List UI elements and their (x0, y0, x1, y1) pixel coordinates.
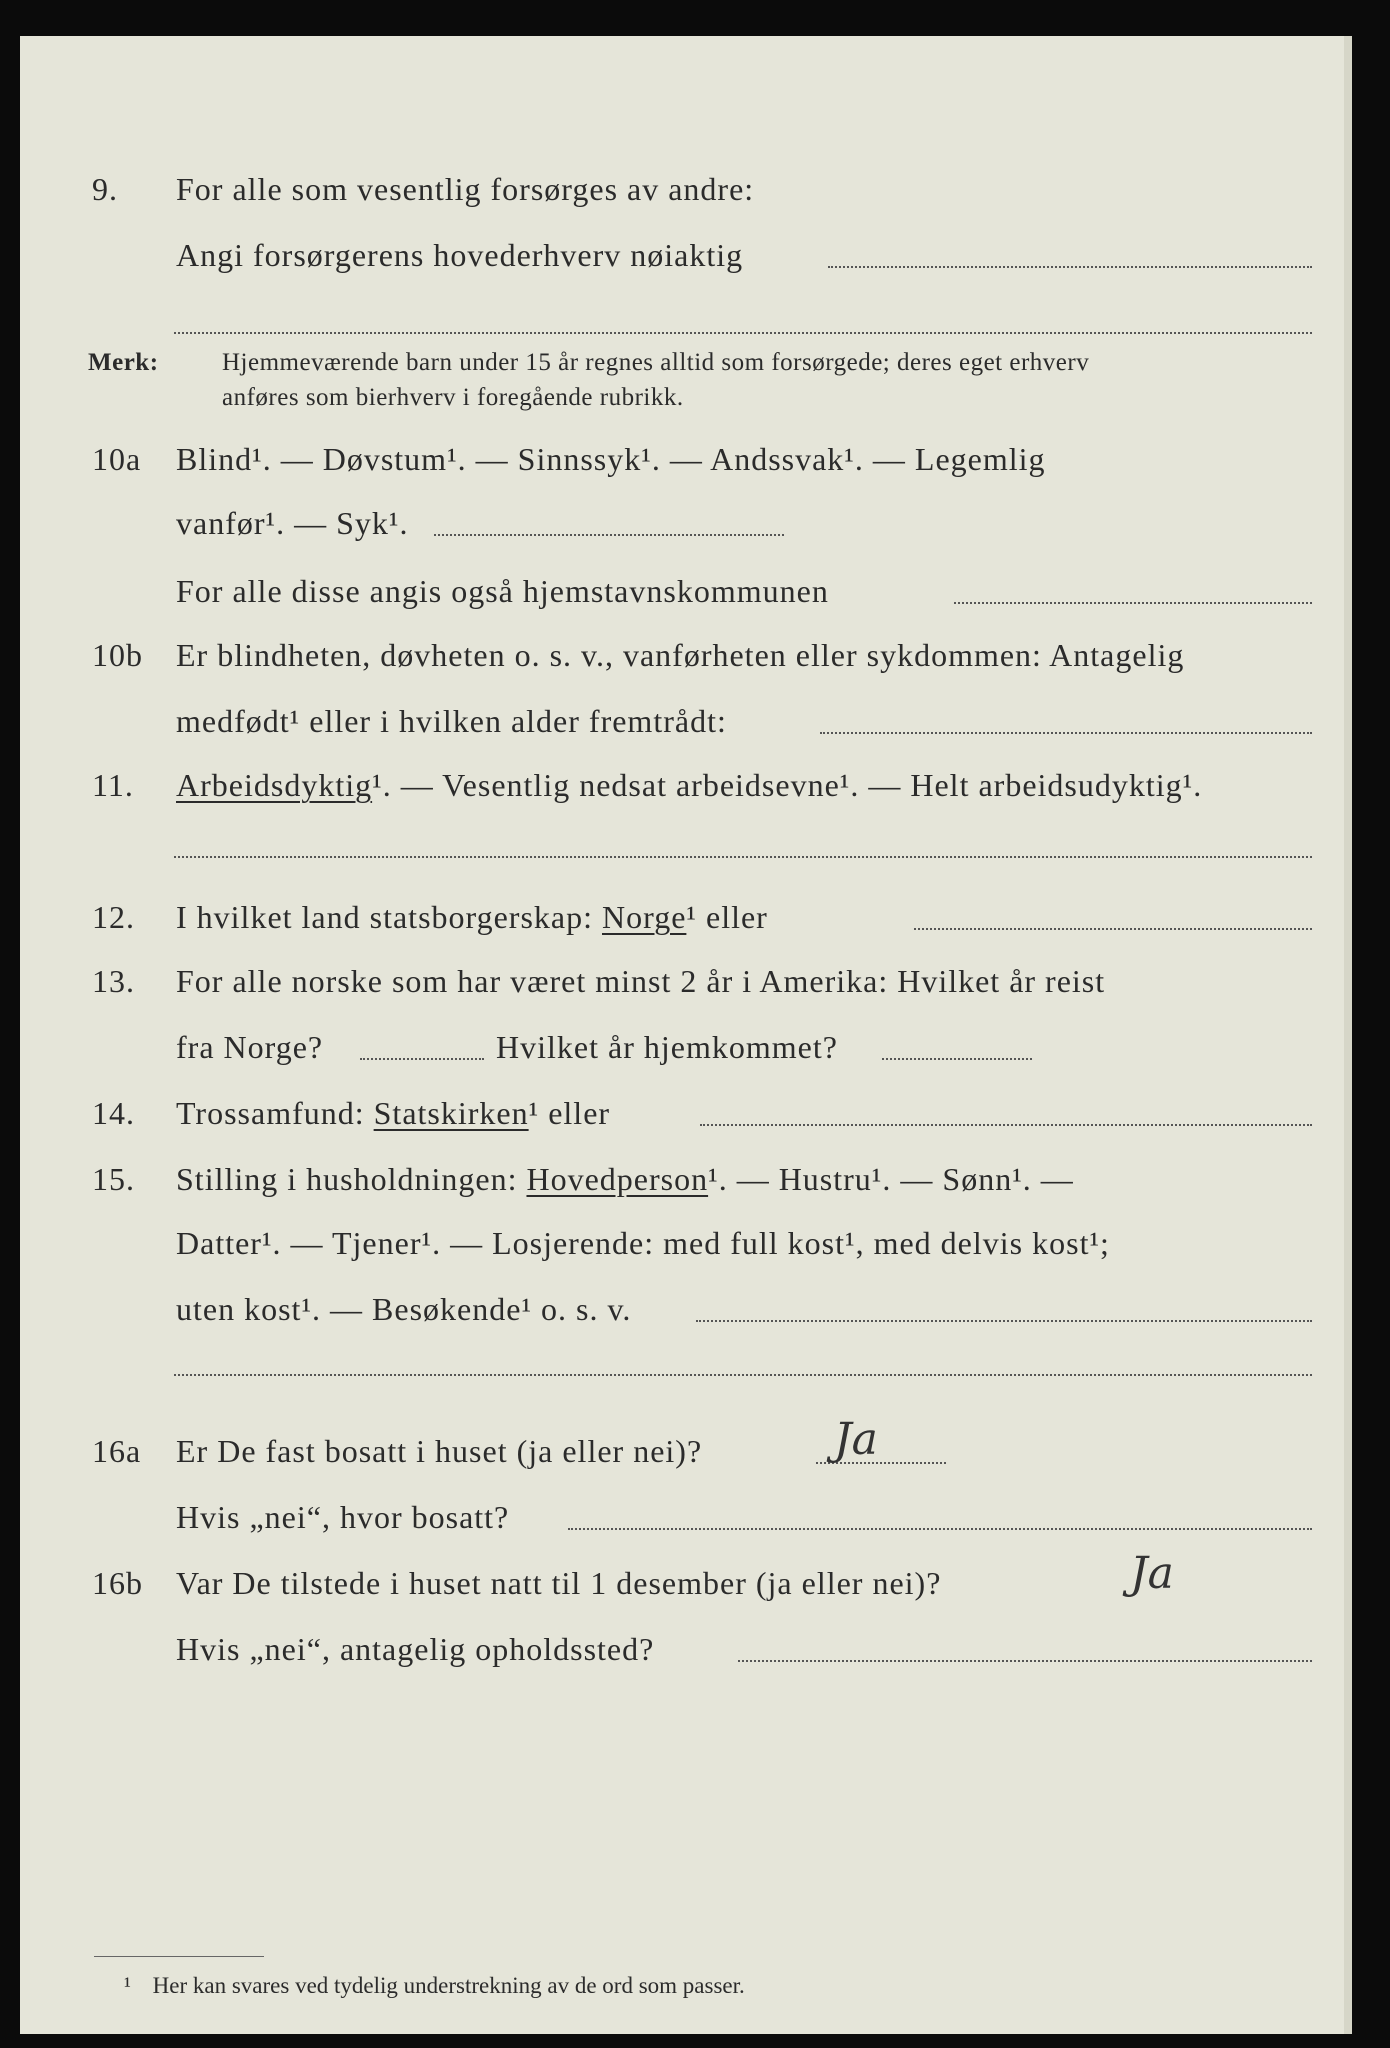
q12-line (176, 899, 768, 936)
q9-answer-line-2[interactable] (174, 332, 1312, 334)
q10b-answer-line[interactable] (820, 732, 1312, 734)
q10b-row-2 (20, 698, 1352, 744)
merk-line-2: anføres som bierhverv i foregående rubrikk. (222, 384, 684, 411)
q13-number: 13. (92, 963, 135, 999)
q16b-line-2: Hvis „nei“, antagelig opholdssted? (176, 1631, 655, 1667)
q12-prefix: I hvilket land statsborgerskap: (176, 899, 593, 935)
q11-answer-line[interactable] (174, 856, 1312, 858)
q16a-bosatt-line[interactable] (568, 1528, 1312, 1530)
q10b-number: 10b (92, 637, 143, 673)
q13-line-2b: Hvilket år hjemkommet? (496, 1029, 838, 1065)
q11-row (20, 762, 1352, 808)
merk-label: Merk: (88, 349, 159, 376)
q16b-number: 16b (92, 1565, 143, 1601)
q16b-opholdssted-line[interactable] (738, 1660, 1312, 1662)
q15-line-3: uten kost¹. — Besøkende¹ o. s. v. (176, 1291, 632, 1327)
q13-line-2a: fra Norge? (176, 1029, 324, 1065)
q10a-line-1: Blind¹. — Døvstum¹. — Sinnssyk¹. — Andssvak¹. — Legemlig (176, 441, 1046, 477)
q15-suffix: ¹. — Hustru¹. — Sønn¹. — (708, 1161, 1074, 1197)
q15-row-1 (20, 1156, 1352, 1202)
q16b-row-2 (20, 1626, 1352, 1672)
q15-answer-line[interactable] (696, 1320, 1312, 1322)
q10a-row-2 (20, 500, 1352, 546)
q16b-handwritten-answer: Ja (1130, 1548, 1174, 1599)
q10b-row-1 (20, 632, 1352, 678)
q15-prefix: Stilling i husholdningen: (176, 1161, 518, 1197)
q13-reist-line[interactable] (360, 1058, 484, 1060)
q10b-line-2: medfødt¹ eller i hvilken alder fremtrådt: (176, 703, 727, 739)
merk-note-1 (88, 349, 1090, 377)
q16a-row-2 (20, 1494, 1352, 1540)
q14-prefix: Trossamfund: (176, 1095, 365, 1131)
q11-line (176, 767, 1202, 804)
q9-line-1: For alle som vesentlig forsørges av andre: (176, 171, 755, 207)
q14-number: 14. (92, 1095, 135, 1131)
q10a-number: 10a (92, 441, 142, 477)
q10a-kommune-line[interactable] (954, 602, 1312, 604)
q11-number: 11. (92, 767, 134, 803)
footnote (124, 1973, 745, 1999)
q11-rest: ¹. — Vesentlig nedsat arbeidsevne¹. — Helt arbeidsudyktig¹. (372, 767, 1203, 803)
q15-row-3 (20, 1286, 1352, 1332)
q9-row-1 (20, 166, 1352, 212)
q16a-line-2: Hvis „nei“, hvor bosatt? (176, 1499, 510, 1535)
q16a-number: 16a (92, 1433, 142, 1469)
footnote-mark: ¹ (124, 1973, 131, 1998)
q10a-row-3 (20, 568, 1352, 614)
q12-suffix: ¹ eller (686, 899, 768, 935)
q9-row-2 (20, 232, 1352, 278)
q14-suffix: ¹ eller (528, 1095, 611, 1131)
q15-number: 15. (92, 1161, 135, 1197)
footnote-separator (94, 1956, 264, 1957)
q10b-line-1: Er blindheten, døvheten o. s. v., vanførheten eller sykdommen: Antagelig (176, 637, 1185, 673)
footnote-text: Her kan svares ved tydelig understrekning av de ord som passer. (152, 1973, 745, 1998)
q10a-answer-line[interactable] (434, 534, 784, 536)
merk-line-1: Hjemmeværende barn under 15 år regnes alltid som forsørgede; deres eget erhverv (222, 349, 1090, 376)
q15-line-2: Datter¹. — Tjener¹. — Losjerende: med full kost¹, med delvis kost¹; (176, 1225, 1110, 1261)
q13-line-1: For alle norske som har været minst 2 år i Amerika: Hvilket år reist (176, 963, 1106, 999)
q16b-line-1: Var De tilstede i huset natt til 1 desember (ja eller nei)? (176, 1565, 942, 1601)
q15-answer-line-2[interactable] (174, 1374, 1312, 1376)
q15-underlined-choice: Hovedperson (526, 1161, 709, 1197)
q12-underlined-choice: Norge (602, 899, 687, 935)
q14-row (20, 1090, 1352, 1136)
census-form-page (20, 36, 1352, 2034)
q9-line-2: Angi forsørgerens hovederhverv nøiaktig (176, 237, 744, 273)
q14-line (176, 1095, 610, 1132)
q9-number: 9. (92, 171, 118, 207)
q12-row (20, 894, 1352, 940)
q13-row-2 (20, 1024, 1352, 1070)
q13-row-1 (20, 958, 1352, 1004)
q15-row-2 (20, 1220, 1352, 1266)
q11-underlined-choice: Arbeidsdyktig (176, 767, 373, 803)
q16a-line-1: Er De fast bosatt i huset (ja eller nei)? (176, 1433, 703, 1469)
q10a-row-1 (20, 436, 1352, 482)
q16a-handwritten-answer: Ja (834, 1414, 878, 1465)
q13-hjemkommet-line[interactable] (882, 1058, 1032, 1060)
q12-number: 12. (92, 899, 135, 935)
q14-answer-line[interactable] (700, 1124, 1312, 1126)
q10a-line-2: vanfør¹. — Syk¹. (176, 505, 409, 541)
q15-line-1 (176, 1161, 1074, 1198)
q14-underlined-choice: Statskirken (373, 1095, 529, 1131)
q12-answer-line[interactable] (914, 928, 1312, 930)
q9-answer-line[interactable] (828, 266, 1312, 268)
q10a-line-3: For alle disse angis også hjemstavnskommunen (176, 573, 829, 609)
q16a-row-1 (20, 1428, 1352, 1474)
